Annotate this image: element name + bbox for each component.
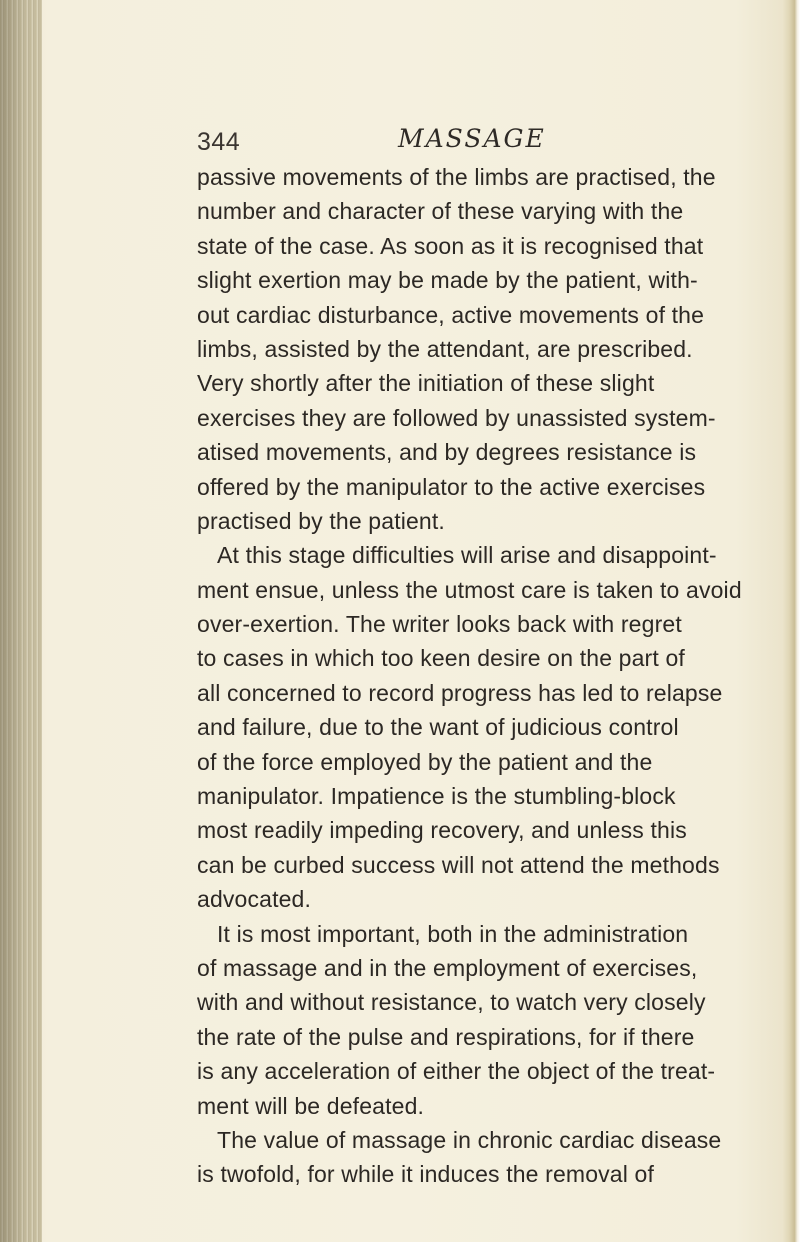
text-line: is any acceleration of either the object of the treat-: [197, 1058, 716, 1085]
text-line: exercises they are followed by unassisted system-: [197, 404, 716, 431]
text-line: the rate of the pulse and respirations, for if there: [197, 1023, 695, 1050]
page-number: 344: [197, 128, 241, 156]
text-line: practised by the patient.: [197, 507, 445, 534]
running-title: MASSAGE: [398, 124, 546, 153]
text-line: offered by the manipulator to the active exercises: [197, 473, 706, 500]
text-line: to cases in which too keen desire on the part of: [197, 645, 685, 672]
paragraph-start-line: At this stage difficulties will arise and disappoint-: [217, 542, 717, 569]
text-line: passive movements of the limbs are practised, the: [197, 164, 716, 190]
text-line: slight exertion may be made by the patient, with-: [197, 267, 698, 294]
text-line: number and character of these varying with the: [197, 198, 684, 225]
paragraph-start-line: The value of massage in chronic cardiac disease: [217, 1126, 722, 1153]
page-outer-edge: [782, 0, 800, 1242]
text-line: can be curbed success will not attend the methods: [197, 851, 720, 878]
text-line: atised movements, and by degrees resistance is: [197, 439, 697, 466]
text-line: ment will be defeated.: [197, 1092, 425, 1119]
text-line: of massage and in the employment of exercises,: [197, 954, 698, 981]
running-head: [197, 124, 737, 158]
text-line: manipulator. Impatience is the stumbling-block: [197, 783, 676, 810]
text-line: limbs, assisted by the attendant, are prescribed.: [197, 335, 693, 362]
text-line: out cardiac disturbance, active movements of the: [197, 301, 705, 328]
text-line: ment ensue, unless the utmost care is taken to avoid: [197, 576, 742, 603]
text-line: over-exertion. The writer looks back with regret: [197, 611, 682, 638]
text-line: state of the case. As soon as it is recognised that: [197, 232, 704, 259]
text-line: with and without resistance, to watch very closely: [197, 989, 706, 1016]
text-line: most readily impeding recovery, and unless this: [197, 817, 687, 844]
text-line: Very shortly after the initiation of these slight: [197, 370, 655, 397]
text-line: all concerned to record progress has led to relapse: [197, 679, 723, 706]
paragraph-start-line: It is most important, both in the administration: [217, 920, 689, 947]
body-text: [197, 160, 742, 1192]
text-line: advocated.: [197, 886, 312, 913]
text-line: of the force employed by the patient and the: [197, 748, 653, 775]
page-binding-edge: [0, 0, 42, 1242]
text-line: is twofold, for while it induces the removal of: [197, 1161, 655, 1188]
text-line: and failure, due to the want of judicious control: [197, 714, 679, 741]
